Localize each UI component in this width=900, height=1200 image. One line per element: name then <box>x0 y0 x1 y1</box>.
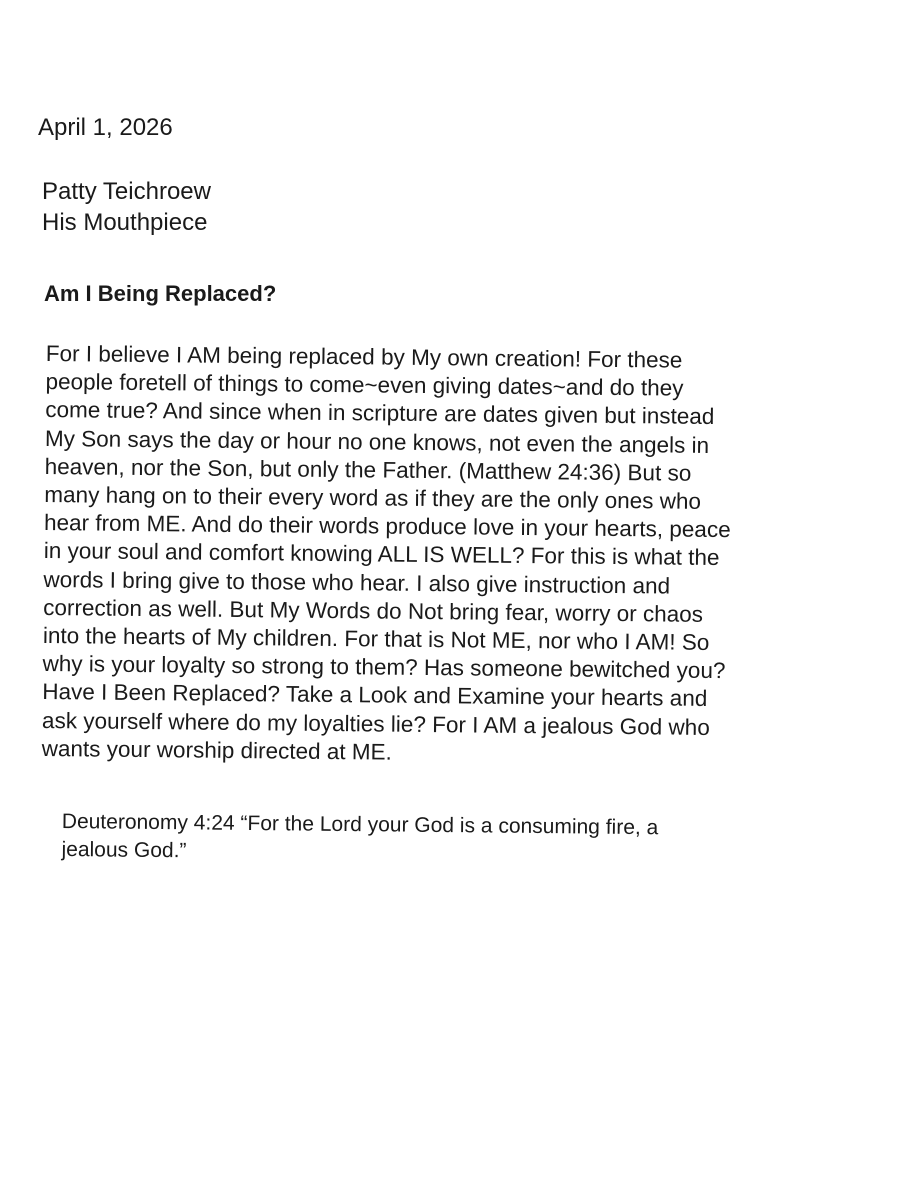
author-name: Patty Teichroew <box>42 178 211 205</box>
body-line: words I bring give to those who hear. I also give instruction and <box>43 566 671 599</box>
body-line: Have I Been Replaced? Take a Look and Examine your hearts and <box>42 679 708 712</box>
body-line: come true? And since when in scripture are dates given but instead <box>45 397 715 430</box>
body-line: many hang on to their every word as if they are the only ones who <box>44 482 702 514</box>
body-line: For I believe I AM being replaced by My own creation! For these <box>45 340 683 373</box>
scripture-line: jealous God.” <box>61 837 187 863</box>
author-role: His Mouthpiece <box>42 209 208 236</box>
body-line: hear from ME. And do their words produce love in your hearts, peace <box>43 510 731 543</box>
author-block <box>42 176 211 238</box>
scripture-line: Deuteronomy 4:24 “For the Lord your God is a consuming fire, a <box>61 809 659 840</box>
body-line: correction as well. But My Words do Not bring fear, worry or chaos <box>43 594 704 627</box>
body-line: why is your loyalty so strong to them? Has someone bewitched you? <box>42 651 726 684</box>
body-line: in your soul and comfort knowing ALL IS WELL? For this is what the <box>43 538 720 571</box>
letter-body <box>42 340 866 772</box>
body-line: wants your worship directed at ME. <box>41 735 392 765</box>
body-line: heaven, nor the Son, but only the Father. (Matthew 24:36) But so <box>44 453 692 486</box>
body-line: into the hearts of My children. For that is Not ME, nor who I AM! So <box>42 623 710 655</box>
body-line: ask yourself where do my loyalties lie? For I AM a jealous God who <box>41 707 710 740</box>
letter-title: Am I Being Replaced? <box>44 281 277 306</box>
scripture-quote <box>61 808 852 872</box>
body-line: My Son says the day or hour no one knows, not even the angels in <box>44 425 710 458</box>
body-line: people foretell of things to come~even giving dates~and do they <box>45 369 684 401</box>
letter-date: April 1, 2026 <box>38 114 173 141</box>
